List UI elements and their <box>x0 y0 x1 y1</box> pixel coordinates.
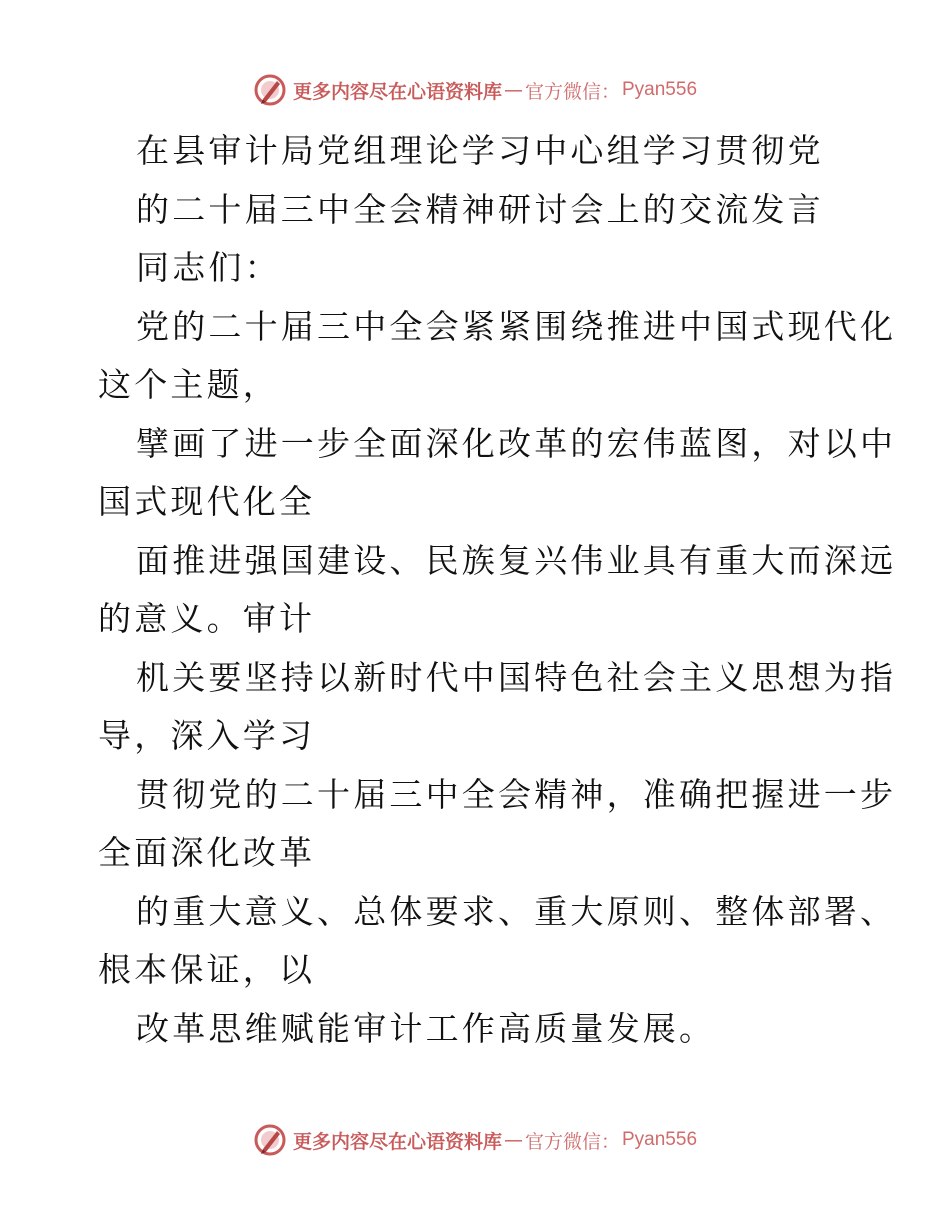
header-separator: — <box>503 79 523 101</box>
document-line: 根本保证，以 <box>98 950 316 989</box>
document-line: 导，深入学习 <box>98 716 316 755</box>
footer-wechat-label: 官方微信： <box>524 1130 620 1153</box>
document-line: 改革思维赋能审计工作高质量发展。 <box>136 1008 716 1048</box>
document-line: 党的二十届三中全会紧紧围绕推进中国式现代化 <box>136 306 897 346</box>
footer-watermark-banner <box>0 1120 950 1160</box>
document-line: 擘画了进一步全面深化改革的宏伟蓝图，对以中 <box>136 423 897 463</box>
footer-brand-text: 更多内容尽在心语资料库 <box>292 1130 502 1153</box>
header-wechat-id: Pyan556 <box>622 79 698 100</box>
header-watermark-banner <box>0 70 950 110</box>
document-line: 这个主题， <box>98 365 279 404</box>
document-line: 面推进强国建设、民族复兴伟业具有重大而深远 <box>136 540 897 580</box>
document-line: 贯彻党的二十届三中全会精神，准确把握进一步 <box>136 774 897 814</box>
document-line: 的重大意义、总体要求、重大原则、整体部署、 <box>136 891 897 931</box>
document-line: 全面深化改革 <box>98 833 316 872</box>
pen-circle-logo-icon <box>253 73 287 107</box>
footer-wechat-id: Pyan556 <box>622 1129 698 1150</box>
document-salutation: 同志们： <box>136 248 281 287</box>
document-title-line-2: 的二十届三中全会精神研讨会上的交流发言 <box>136 189 824 229</box>
pen-circle-logo-icon <box>253 1123 287 1157</box>
document-line: 的意义。审计 <box>98 599 316 638</box>
document-line: 机关要坚持以新时代中国特色社会主义思想为指 <box>136 657 897 697</box>
document-title-line-1: 在县审计局党组理论学习中心组学习贯彻党 <box>136 131 824 170</box>
footer-separator: — <box>503 1129 523 1151</box>
header-wechat-label: 官方微信： <box>524 80 620 103</box>
document-line: 国式现代化全 <box>98 482 316 521</box>
document-paragraph <box>98 298 897 1059</box>
header-brand-text: 更多内容尽在心语资料库 <box>292 80 502 103</box>
document-body <box>98 122 897 1058</box>
